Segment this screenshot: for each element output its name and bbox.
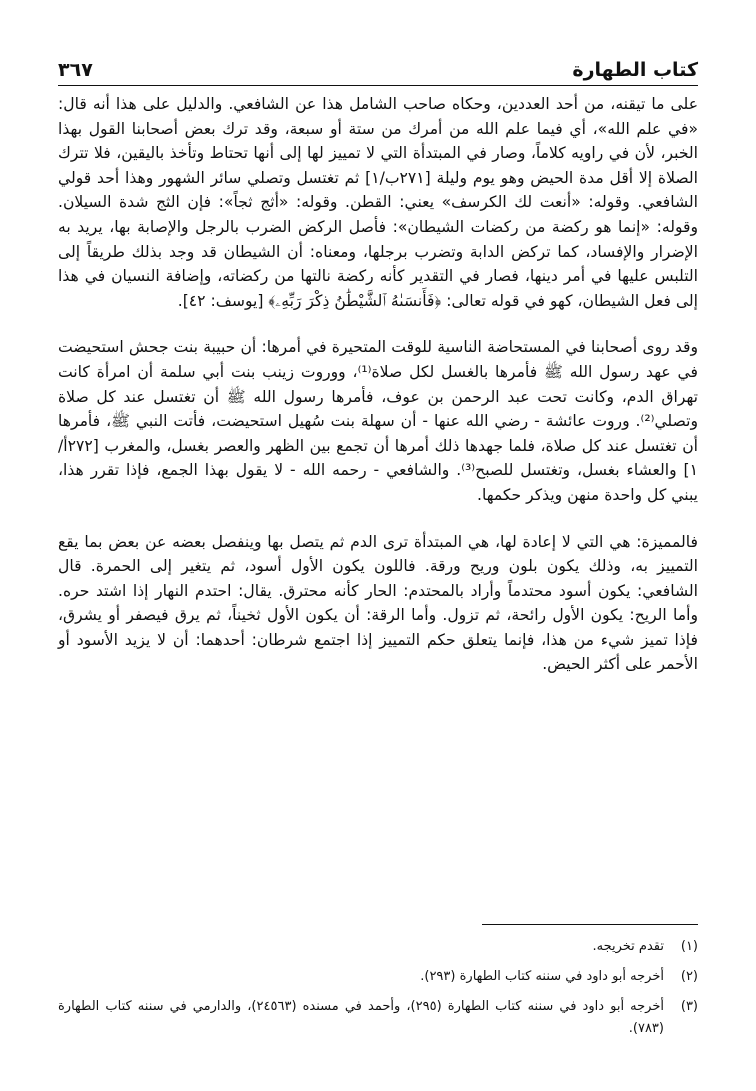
footnote <box>58 966 698 988</box>
footnote-text: تقدم تخريجه. <box>592 939 664 954</box>
book-title: كتاب الطهارة <box>572 59 698 81</box>
running-header <box>58 40 698 86</box>
footnote-number: (٢) <box>680 969 698 984</box>
footnote <box>58 936 698 958</box>
footnote-number: (٣) <box>680 999 698 1014</box>
paragraph: فالمميزة: هي التي لا إعادة لها، هي المبتدأة ترى الدم ثم يتصل بها وينفصل بعضه عن بعض بما يقع التمييز به، وذلك يكون بلون وريح ورقة. فاللون يكون الأول أسود، ثم يتغير إلى الحمرة. قال الشافعي: يكون أسود محتدماً وأراد بالمحتدم: الحار كأنه محترق. يقال: احتدم النهار إذا اشتد حره. وأما الريح: يكون الأول رائحة، ثم تزول. وأما الرقة: أن يكون الأول ثخيناً، ثم يرق فيصفر أو يشرق، فإذا تميز شيء من هذا، فإنما يتعلق حكم التمييز إذا اجتمع شرطان: أحدهما: أن لا يزيد الأسود أو الأحمر على أكثر الحيض. <box>58 532 698 674</box>
main-text <box>58 92 698 677</box>
footnote-text: أخرجه أبو داود في سننه كتاب الطهارة (٢٩٥)، وأحمد في مسنده (٢٤٥٦٣)، والدارمي في سننه كتاب الطهارة (٧٨٣). <box>58 999 664 1036</box>
footnote-number: (١) <box>680 939 698 954</box>
footnotes <box>58 936 698 1048</box>
footnote-divider <box>482 924 698 925</box>
footnote-text: أخرجه أبو داود في سننه كتاب الطهارة (٢٩٣). <box>420 969 664 984</box>
paragraph: وقد روى أصحابنا في المستحاضة الناسية للوقت المتحيرة في أمرها: أن حبيبة بنت جحش استحيضت في عهد رسول الله ﷺ فأمرها بالغسل لكل صلاة⁽¹⁾، ووروت زينب بنت أبي سلمة أن امرأة كانت تهراق الدم، وكانت تحت عبد الرحمن بن عوف، فأمرها رسول الله ﷺ أن تغتسل عند كل صلاة وتصلي⁽²⁾. وروت عائشة - رضي الله عنها - أن سهلة بنت سُهيل استحيضت، فأتت النبي ﷺ، فأمرها أن تغتسل عند كل صلاة، فلما جهدها ذلك أمرها أن تجمع بين الظهر والعصر بغسل، والمغرب [٢٧٢أ/١] والعشاء بغسل، وتغتسل للصبح⁽³⁾. والشافعي - رحمه الله - لا يقول بهذا الجمع، فإذا تقرر هذا، يبني كل واحدة منهن ويذكر حكمها. <box>58 338 699 504</box>
page-number: ٣٦٧ <box>58 59 93 81</box>
footnote <box>58 996 698 1040</box>
paragraph: على ما تيقنه، من أحد العددين، وحكاه صاحب الشامل هذا عن الشافعي. والدليل على هذا أنه قال: «في علم الله»، أي فيما علم الله من أمرك من ستة أو سبعة، وقد ترك بعض أصحابنا القول بهذا الخبر، لأن في راويه كلاماً، وصار في المبتدأة التي لا تمييز لها إلى أنها تحتاط وتأخذ باليقين، فلا تترك الصلاة إلا أقل مدة الحيض وهو يوم وليلة [٢٧١ب/١] ثم تغتسل وتصلي سائر الشهور وهذا أحد قولي الشافعي. وقوله: «أنعت لك الكرسف» يعني: القطن. وقوله: «أثج ثجاً»: فإن الثج شدة السيلان. وقوله: «إنما هو ركضة من ركضات الشيطان»: فأصل الركض الضرب بالرجل والإصابة بها، يريد به الإضرار والإفساد، كما تركض الدابة وتضرب برجلها، ومعناه: أن الشيطان قد وجد بذلك طريقاً إلى التلبس عليها في أمر دينها، فصار في التقدير كأنه ركضة نالتها من ركضاته، وإضافة النسيان في هذا إلى فعل الشيطان، كهو في قوله تعالى: ﴿فَأَنسَىٰهُ ٱلشَّيْطَٰنُ ذِكْرَ رَبِّهِۦ﴾ [يوسف: ٤٢]. <box>58 95 698 310</box>
